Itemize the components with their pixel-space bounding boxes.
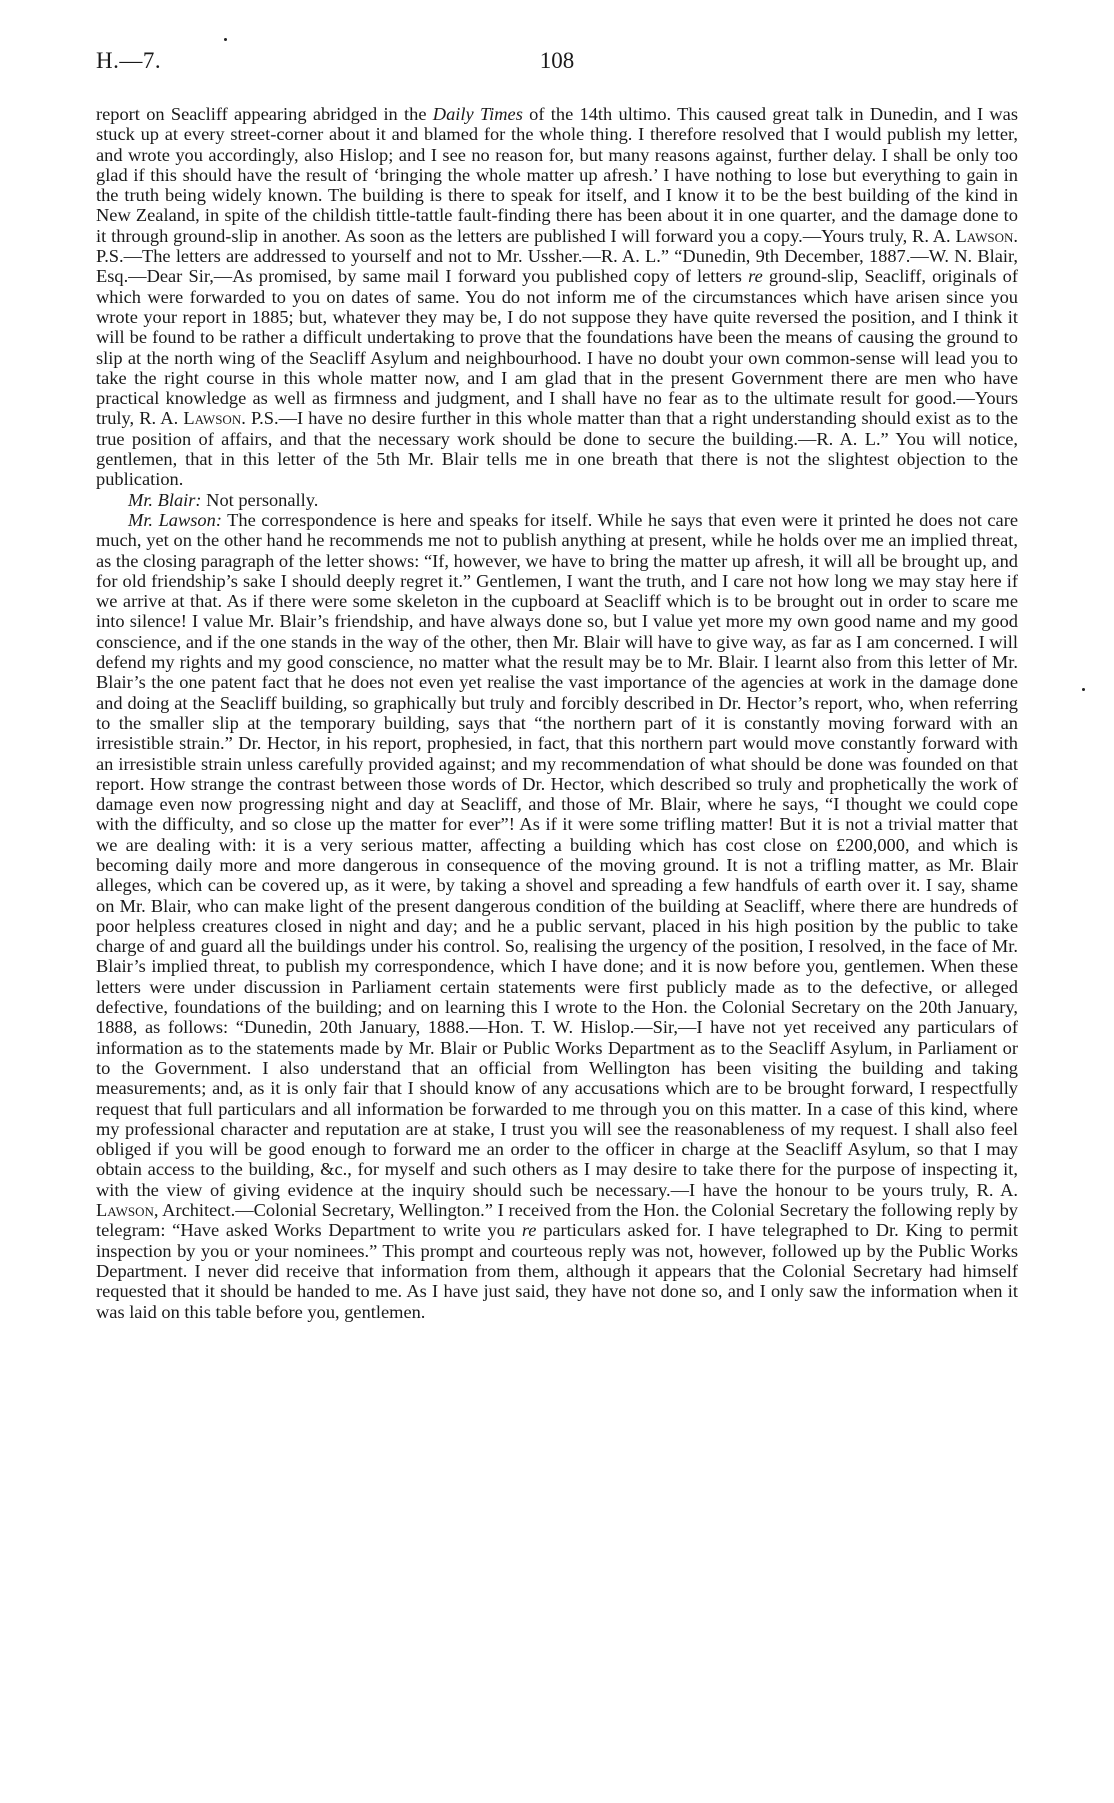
- print-speck: [224, 38, 227, 41]
- page-header: [96, 48, 1018, 82]
- page-number: 108: [539, 48, 575, 73]
- speaker-label: Mr. Lawson:: [128, 509, 222, 530]
- print-speck: [1082, 688, 1085, 691]
- paragraph-letter-continuation: report on Seacliff appearing abridged in the Daily Times of the 14th ultimo. This caused great talk in Dunedin, and I was stuck up at every street-corner about it and blamed for the whole thing. I therefore resolved that I would publish my letter, and wrote you accordingly, also Hislop; and I see no reason for, but many reasons against, further delay. I shall be only too glad if this should have the result of ‘bringing the whole matter up afresh.’ I have nothing to lose but everything to gain in the truth being widely known. The building is there to speak for itself, and I know it to be the best building of the kind in New Zealand, in spite of the childish tittle-tattle fault-finding there has been about it in one quarter, and the damage done to it through ground-slip in another. As soon as the letters are published I will forward you a copy.—Yours truly, R. A. Lawson. P.S.—The letters are addressed to yourself and not to Mr. Ussher.—R. A. L.” “Dunedin, 9th December, 1887.—W. N. Blair, Esq.—Dear Sir,—As promised, by same mail I forward you published copy of letters re ground-slip, Seacliff, originals of which were forwarded to you on dates of same. You do not inform me of the circumstances which have arisen since you wrote your report in 1885; but, whatever they may be, I do not suppose they have quite reversed the position, and I think it will be found to be rather a difficult undertaking to prove that the foundations have been the means of causing the ground to slip at the north wing of the Seacliff Asylum and neighbourhood. I have no doubt your own common-sense will lead you to take the right course in this whole matter now, and I am glad that in the present Government there are men who have practical knowledge as well as firmness and judgment, and I shall have no fear as to the ultimate result for good.—Yours truly, R. A. Lawson. P.S.—I have no desire further in this whole matter than that a right understanding should exist as to the true position of affairs, and that the necessary work should be done to secure the building.—R. A. L.” You will notice, gentlemen, that in this letter of the 5th Mr. Blair tells me in one breath that there is not the slightest objection to the publication.: [96, 104, 1018, 490]
- document-reference: H.—7.: [96, 48, 162, 73]
- speaker-label: Mr. Blair:: [128, 489, 202, 510]
- paragraph-lawson-statement: Mr. Lawson: The correspondence is here and speaks for itself. While he says that even were it printed he does not care much, yet on the other hand he recommends me not to publish anything at present, while he holds over me an implied threat, as the closing paragraph of the letter shows: “If, however, we have to bring the matter up afresh, it will all be brought up, and for old friendship’s sake I should deeply regret it.” Gentlemen, I want the truth, and I care not how long we may stay here if we arrive at that. As if there were some skeleton in the cupboard at Seacliff which is to be brought out in order to scare me into silence! I value Mr. Blair’s friendship, and have always done so, but I value yet more my own good name and my good conscience, and if the one stands in the way of the other, then Mr. Blair will have to give way, as far as I am concerned. I will defend my rights and my good conscience, no matter what the result may be to Mr. Blair. I learnt also from this letter of Mr. Blair’s the one patent fact that he does not even yet realise the vast importance of the agencies at work in the damage done and doing at the Seacliff building, so graphically but truly and forcibly described in Dr. Hector’s report, who, when referring to the smaller slip at the temporary building, says that “the northern part of it is constantly moving forward with an irresistible strain.” Dr. Hector, in his report, prophesied, in fact, that this northern part would move constantly forward with an irresistible strain unless carefully provided against; and my recommendation of what should be done was founded on that report. How strange the contrast between those words of Dr. Hector, which described so truly and prophetically the work of damage even now progressing night and day at Seacliff, and those of Mr. Blair, where he says, “I thought we could cope with the difficulty, and so close up the matter for ever”! As if it were some trifling matter! But it is not a trivial matter that we are dealing with: it is a very serious matter, affecting a building which has cost close on £200,000, and which is becoming daily more and more dangerous in consequence of the moving ground. It is not a trifling matter, as Mr. Blair alleges, which can be covered up, as it were, by taking a shovel and spreading a few handfuls of earth over it. I say, shame on Mr. Blair, who can make light of the present dangerous condition of the building at Seacliff, where there are hundreds of poor helpless creatures closed in night and day; and he a public servant, placed in his high position by the public to take charge of and guard all the buildings under his control. So, realising the urgency of the position, I resolved, in the face of Mr. Blair’s implied threat, to publish my correspondence, which I have done; and it is now before you, gentlemen. When these letters were under discussion in Parliament certain statements were first publicly made as to the defective, or alleged defective, foundations of the building; and on learning this I wrote to the Hon. the Colonial Secretary on the 20th January, 1888, as follows: “Dunedin, 20th January, 1888.—Hon. T. W. Hislop.—Sir,—I have not yet received any particulars of information as to the statements made by Mr. Blair or Public Works Department as to the Seacliff Asylum, in Parliament or to the Government. I also understand that an official from Wellington has been visiting the building and taking measurements; and, as it is only fair that I should know of any accusations which are to be brought forward, I respectfully request that full particulars and all information be forwarded to me through you on this matter. In a case of this kind, where my professional character and reputation are at stake, I trust you will see the reasonableness of my request. I shall also feel obliged if you will be good enough to forward me an order to the officer in charge at the Seacliff Asylum, so that I may obtain access to the building, &c., for myself and such others as I may desire to take there for the purpose of inspecting it, with the view of giving evidence at the inquiry should such be necessary.—I have the honour to be yours truly, R. A. Lawson, Architect.—Colonial Secretary, Wellington.” I received from the Hon. the Colonial Secretary the following reply by telegram: “Have asked Works Department to write you re particulars asked for. I have telegraphed to Dr. King to permit inspection by you or your nominees.” This prompt and courteous reply was not, however, followed up by the Public Works Department. I never did receive that information from them, although it appears that the Colonial Secretary had himself requested that it should be handed to me. As I have just said, they have not done so, and I only saw the information when it was laid on this table before you, gentlemen.: [96, 509, 1018, 1322]
- body-text: [96, 104, 1018, 1322]
- paragraph-blair-reply: Mr. Blair: Not personally.: [128, 489, 319, 510]
